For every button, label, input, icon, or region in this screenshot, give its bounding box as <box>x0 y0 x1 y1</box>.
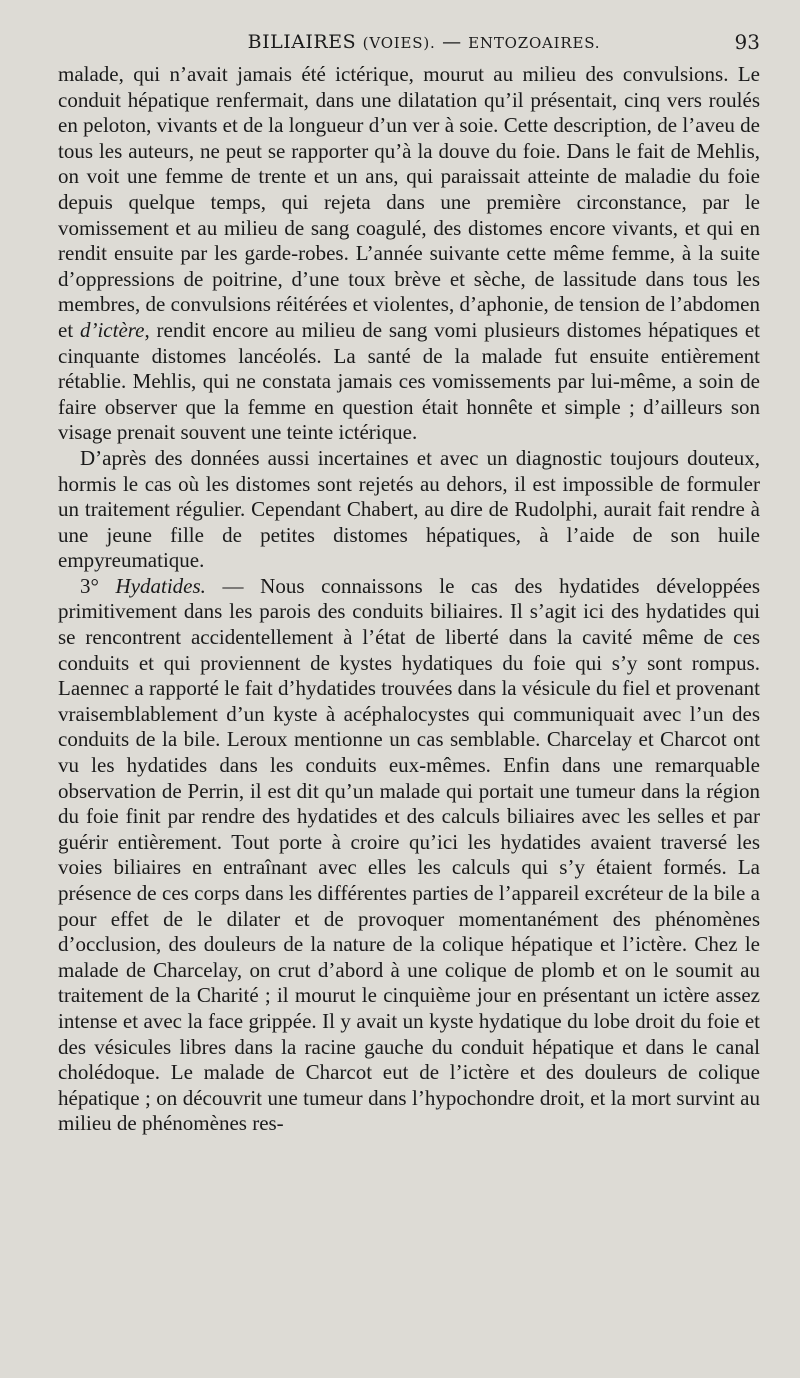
paragraph-text: — Nous connaissons le cas des hydatides développées primitivement dans les parois des conduits biliaires. Il s’agit ici des hydatides qui se rencontrent accidentellement à l’état de liberté dans la cavité même de ces conduits et qui proviennent de kystes hydatiques du foie qui s’y sont rompus. Laennec a rapporté le fait d’hydatides trouvées dans la vésicule du fiel et provenant vraisemblablement d’un kyste à acéphalocystes qui communiquait avec l’un des conduits de la bile. Leroux mentionne un cas semblable. Charcelay et Charcot ont vu les hydatides dans les conduits eux-mêmes. Enfin dans une remarquable observation de Perrin, il est dit qu’un malade qui portait une tumeur dans la région du foie finit par rendre des hydatides et des calculs biliaires avec les selles et par guérir entièrement. Tout porte à croire qu’ici les hydatides avaient traversé les voies biliaires en entraînant avec elles les calculs qui s’y étaient formés. La présence de ces corps dans les différentes parties de l’appareil excréteur de la bile a pour effet de le dilater et de provoquer momentanément des phénomènes d’occlusion, des douleurs de la nature de la colique hépatique et l’ictère. Chez le malade de Charcelay, on crut d’abord à une colique de plomb et on le soumit au traitement de la Charité ; il mourut le cinquième jour en présentant un ictère assez intense et avec la face grippée. Il y avait un kyste hydatique du lobe droit du foie et des vésicules libres dans la racine gauche du conduit hépatique et dans le canal cholédoque. Le malade de Charcot eut de l’ictère et des douleurs de colique hépatique ; on découvrit une tumeur dans l’hypochondre droit, et la mort survint au milieu de phénomènes res- <box>58 573 760 1136</box>
paragraph-text: 3° <box>80 573 116 598</box>
italic-text: d’ictère <box>79 317 145 342</box>
running-header <box>58 26 760 58</box>
italic-text: Hydatides. <box>115 573 206 598</box>
header-title-sub: ENTOZOAIRES. <box>468 34 601 52</box>
header-title-main: BILIAIRES <box>247 31 357 53</box>
paragraph <box>58 574 760 1137</box>
page-number: 93 <box>734 30 760 54</box>
header-title-dash: — <box>435 31 469 53</box>
paragraph-text: D’après des données aussi incertaines et avec un diagnostic toujours douteux, hormis le cas où les distomes sont rejetés au dehors, il est impossible de formuler un traitement régulier. Cependant Chabert, au dire de Rudolphi, aurait fait rendre à une jeune fille de petites distomes hépatiques, à l’aide de son huile empyreumatique. <box>58 445 760 573</box>
paragraph-text: malade, qui n’avait jamais été ictérique, mourut au milieu des convulsions. Le conduit hépatique renfermait, dans une dilatation qu’il présentait, cinq vers roulés en peloton, vivants et de la longueur d’un ver à soie. Cette description, de l’aveu de tous les auteurs, ne peut se rapporter qu’à la douve du foie. Dans le fait de Mehlis, on voit une femme de trente et un ans, qui paraissait atteinte de maladie du foie depuis quelque temps, qui rejeta dans une première circonstance, par le vomissement et au milieu de sang coagulé, des distomes encore vivants, et qui en rendit ensuite par les garde-robes. L’année suivante cette même femme, à la suite d’oppressions de poitrine, d’une toux brève et sèche, de lassitude dans tous les membres, de convulsions réitérées et violentes, d’aphonie, de tension de l’abdomen et <box>58 62 760 342</box>
body-text <box>58 62 760 1137</box>
header-title-voies: (VOIES). <box>362 34 436 52</box>
paragraph <box>58 62 760 446</box>
paragraph-text: , rendit encore au milieu de sang vomi plusieurs distomes hépatiques et cinquante distomes lancéolés. La santé de la malade fut ensuite entièrement rétablie. Mehlis, qui ne constata jamais ces vomissements par lui-même, a soin de faire observer que la femme en question était honnête et simple ; d’ailleurs son visage prenait souvent une teinte ictérique. <box>58 317 761 445</box>
paragraph <box>58 446 760 574</box>
header-title <box>58 26 760 59</box>
